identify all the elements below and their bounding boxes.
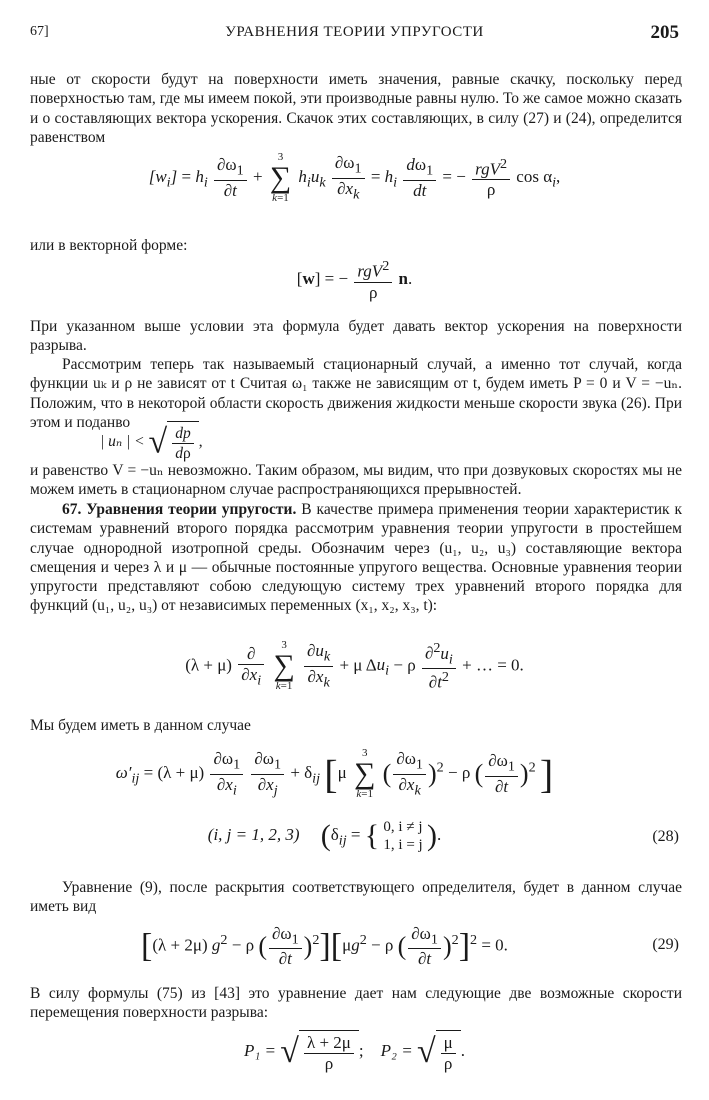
sqrt-dp-drho: √ $\frac{dp}{d\rho}$ bbox=[149, 421, 199, 464]
equation-vector-form: [w] = − $\frac{rgV^2}{\rho}$ n. bbox=[296, 258, 413, 302]
inequality-line: | uₙ | < √ $\frac{dp}{d\rho}$ , bbox=[100, 421, 690, 464]
index-condition: (i, j = 1, 2, 3) bbox=[207, 824, 300, 844]
paragraph-4a-text: Рассмотрим теперь так называемый стационарный случай, а именно тот случай, когда функции uₖ и ρ не зависят от t Считая ω₁ также не зависящим от t, будем иметь P = 0 и V = −uₙ. Положим, что в некоторой области скорость движения жидкости меньше скорости звука (26). При этом и поданво bbox=[30, 356, 682, 431]
paragraph-5-text: В качестве примера применения теории характеристик к системам уравнений второго порядка рассмотрим уравнения теории упругости в простейшем случае однородной изотропной среды. Обозначим через (u₁, u₂, u₃) составляющие вектора смещения и через λ и μ — обычные постоянные упругого вещества. Основные уравнения теории упругости представляют собою следующую систему трех уравнений второго порядка для функций (u₁, u₂, u₃) от независимых переменных (x₁, x₂, x₃, t): bbox=[30, 501, 682, 615]
paragraph-3: При указанном выше условии эта формула будет давать вектор ускорения на поверхности разрыва. bbox=[30, 318, 682, 355]
page-number: 205 bbox=[650, 22, 679, 43]
equation-number-28: (28) bbox=[652, 828, 679, 845]
equation-jump-acceleration: $[w_i] = h_i$ $\frac{\partial\omega_1}{\partial t}$ + 3 ∑ k=1 $h_iu_k$ $\frac{\partial\omega_1}{\partial x_k}$ = $h_i$ $\frac{d\omega_1}{dt}$ = − $\frac{rgV^2}{\rho}$ $\cos \alpha_i$, bbox=[148, 151, 561, 204]
equation-number-29: (29) bbox=[652, 936, 679, 953]
equation-delta: (i, j = 1, 2, 3) ($\delta_{ij}$ = { 0, i ≠ j 1, i = j ). bbox=[207, 819, 442, 853]
delta-row-1: 0, i ≠ j bbox=[383, 819, 423, 835]
equation-elasticity: (λ + μ) $\frac{\partial}{\partial x_i}$ 3 ∑ k=1 $\frac{\partial u_k}{\partial x_k}$ + μ $\Delta u_i - \rho$ $\frac{\partial^2u_i}{\partial t^2}$ + … = 0. bbox=[185, 639, 524, 693]
paragraph-1: ные от скорости будут на поверхности иметь значения, равные скачку, поскольку перед поверхностью там, где мы имеем покой, эти производные равны нулю. То же самое можно сказать и о составляющих вектора ускорения. Скачок этих составляющих, в силу (27) и (24), определится равенством bbox=[30, 71, 682, 146]
running-title: УРАВНЕНИЯ ТЕОРИИ УПРУГОСТИ bbox=[225, 24, 484, 40]
delta-row-2: 1, i = j bbox=[383, 837, 423, 853]
equation-omega-ij: $\omega'_{ij} = (\lambda + \mu)$ $\frac{\partial\omega_1}{\partial x_i}$ $\frac{\partial\omega_1}{\partial x_j}$ + $\delta_{ij}$ [μ 3 ∑ k=1 ( $\frac{\partial\omega_1}{\partial x_k}$ )$^2$ − ρ ( $\frac{\partial\omega_1}{\partial t}$ )$^2$ ] bbox=[115, 747, 554, 800]
paragraph-5 bbox=[30, 500, 682, 616]
p1-label: P₁ = bbox=[244, 1040, 277, 1060]
ineq-lhs: | uₙ | < bbox=[100, 432, 145, 450]
paragraph-2: или в векторной форме: bbox=[30, 237, 188, 254]
p2-label: P₂ = bbox=[380, 1040, 413, 1060]
paragraph-4b: и равенство V = −uₙ невозможно. Таким образом, мы видим, что при дозвуковых скоростях мы не можем иметь в стационарном случае распространяющихся прерывностей. bbox=[30, 462, 682, 499]
equation-velocities: P₁ = √ $\frac{\lambda + 2\mu}{\rho}$ ; P₂ = √ $\frac{\mu}{\rho}$ . bbox=[0, 1030, 709, 1074]
paragraph-8: В силу формулы (75) из [43] это уравнение дает нам следующие две возможные скорости перемещения поверхности разрыва: bbox=[30, 985, 682, 1022]
paragraph-7: Уравнение (9), после раскрытия соответствующего определителя, будет в данном случае иметь вид bbox=[30, 879, 682, 916]
equation-characteristic: [(λ + 2μ) $g^2 - \rho$ ( $\frac{\partial\omega_1}{\partial t}$ )$^2][\mu g^2 - \rho$ ( $\frac{\partial\omega_1}{\partial t}$ )$^2$]$^2$ = 0. bbox=[141, 924, 508, 969]
paragraph-6: Мы будем иметь в данном случае bbox=[30, 717, 251, 734]
section-ref: 67] bbox=[30, 24, 49, 39]
section-heading: 67. Уравнения теории упругости. bbox=[62, 501, 297, 518]
